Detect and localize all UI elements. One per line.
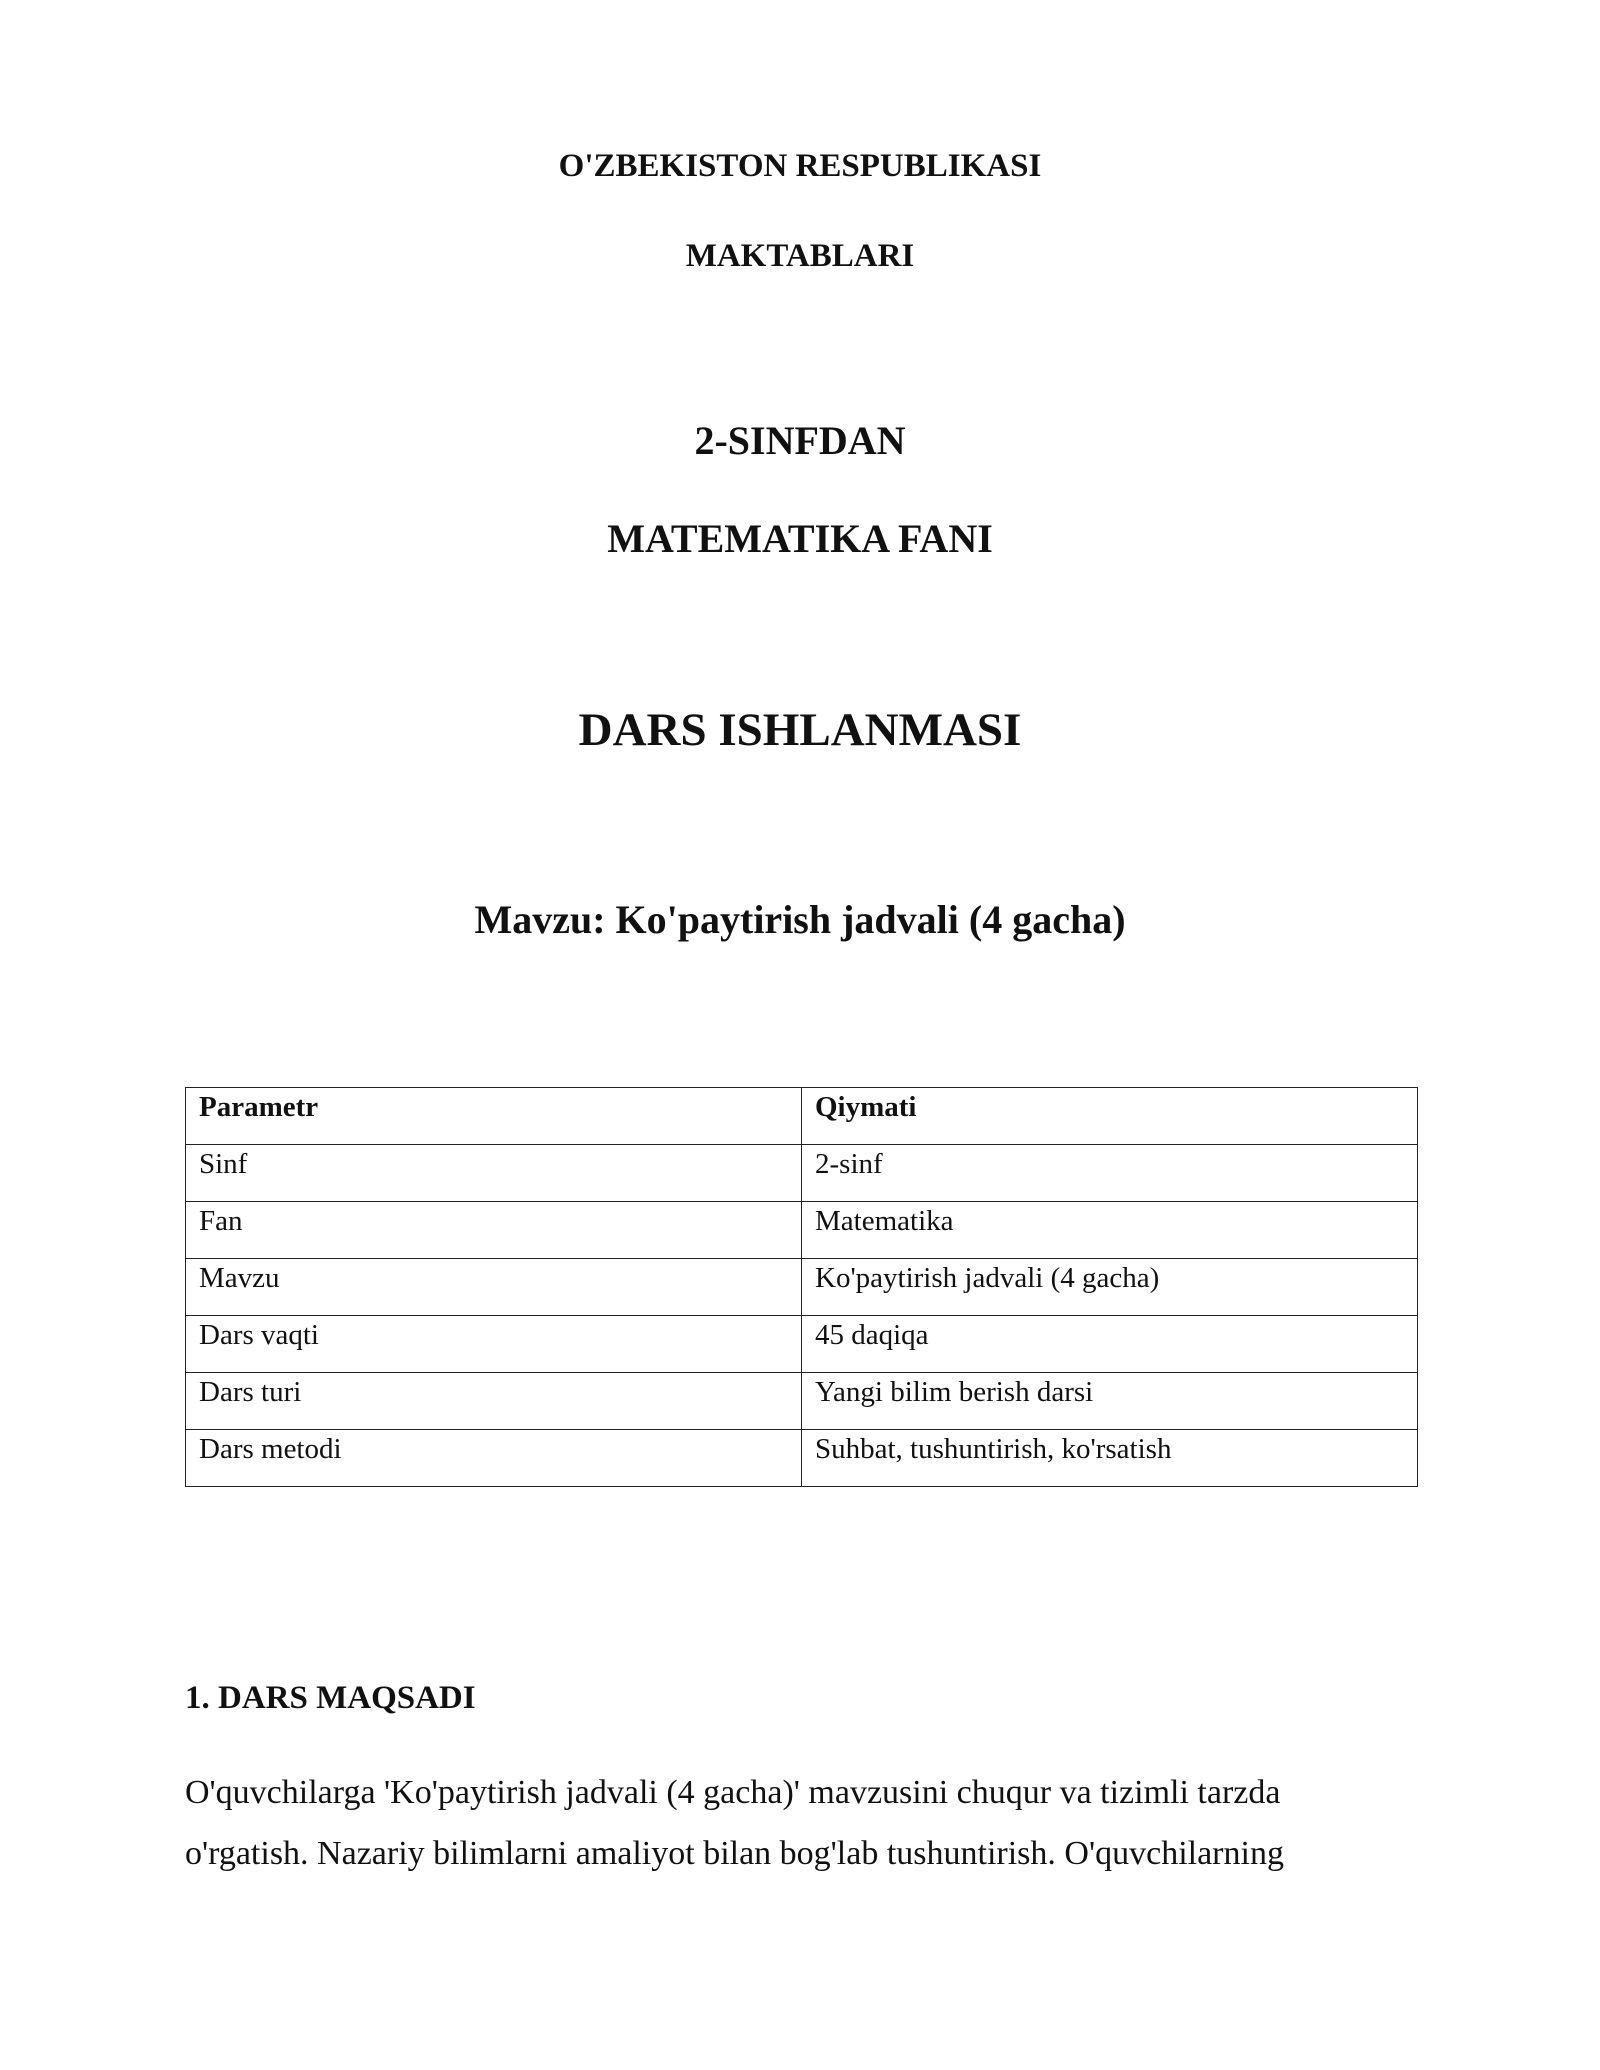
table-cell xyxy=(186,1373,802,1430)
param-value: Matematika xyxy=(815,1205,954,1237)
table-cell xyxy=(802,1430,1418,1487)
table-cell xyxy=(802,1202,1418,1259)
table-row xyxy=(186,1259,1418,1316)
table-cell xyxy=(802,1259,1418,1316)
topic-heading: Mavzu: Ko'paytirish jadvali (4 gacha) xyxy=(474,897,1126,942)
table-cell xyxy=(186,1430,802,1487)
table-row xyxy=(186,1202,1418,1259)
table-row xyxy=(186,1145,1418,1202)
table-row xyxy=(186,1430,1418,1487)
param-name: Fan xyxy=(199,1205,243,1237)
table-cell xyxy=(802,1373,1418,1430)
paragraph-line: o'rgatish. Nazariy bilimlarni amaliyot bilan bog'lab tushuntirish. O'quvchilarning xyxy=(185,1835,1284,1872)
grade-heading: 2-SINFDAN xyxy=(694,418,906,463)
param-value: Ko'paytirish jadvali (4 gacha) xyxy=(815,1262,1160,1294)
header-cell-text: Parametr xyxy=(199,1091,319,1123)
table-header-cell xyxy=(802,1088,1418,1145)
table-cell xyxy=(186,1259,802,1316)
param-name: Dars vaqti xyxy=(199,1319,319,1351)
table-row xyxy=(186,1373,1418,1430)
section-heading-goal: 1. DARS MAQSADI xyxy=(185,1680,476,1716)
table-cell xyxy=(186,1316,802,1373)
paragraph-line: O'quvchilarga 'Ko'paytirish jadvali (4 gacha)' mavzusini chuqur va tizimli tarzda xyxy=(185,1774,1281,1811)
param-name: Sinf xyxy=(199,1148,248,1180)
table-cell xyxy=(186,1145,802,1202)
lesson-info-table xyxy=(185,1087,1418,1487)
param-name: Dars turi xyxy=(199,1376,302,1408)
param-value: 2-sinf xyxy=(815,1148,883,1180)
table-header-row xyxy=(186,1088,1418,1145)
table-row xyxy=(186,1316,1418,1373)
table-header-cell xyxy=(186,1088,802,1145)
param-value: Yangi bilim berish darsi xyxy=(815,1376,1094,1408)
header-line-2: MAKTABLARI xyxy=(685,238,915,274)
section-paragraph xyxy=(185,1762,1425,1884)
param-name: Mavzu xyxy=(199,1262,280,1294)
document-title: DARS ISHLANMASI xyxy=(578,704,1022,756)
table-cell xyxy=(186,1202,802,1259)
param-value: Suhbat, tushuntirish, ko'rsatish xyxy=(815,1433,1172,1465)
subject-heading: MATEMATIKA FANI xyxy=(607,516,993,561)
header-cell-text: Qiymati xyxy=(815,1091,917,1123)
table-cell xyxy=(802,1316,1418,1373)
param-name: Dars metodi xyxy=(199,1433,342,1465)
table-cell xyxy=(802,1145,1418,1202)
param-value: 45 daqiqa xyxy=(815,1319,929,1351)
header-line-1: O'ZBEKISTON RESPUBLIKASI xyxy=(558,148,1042,184)
